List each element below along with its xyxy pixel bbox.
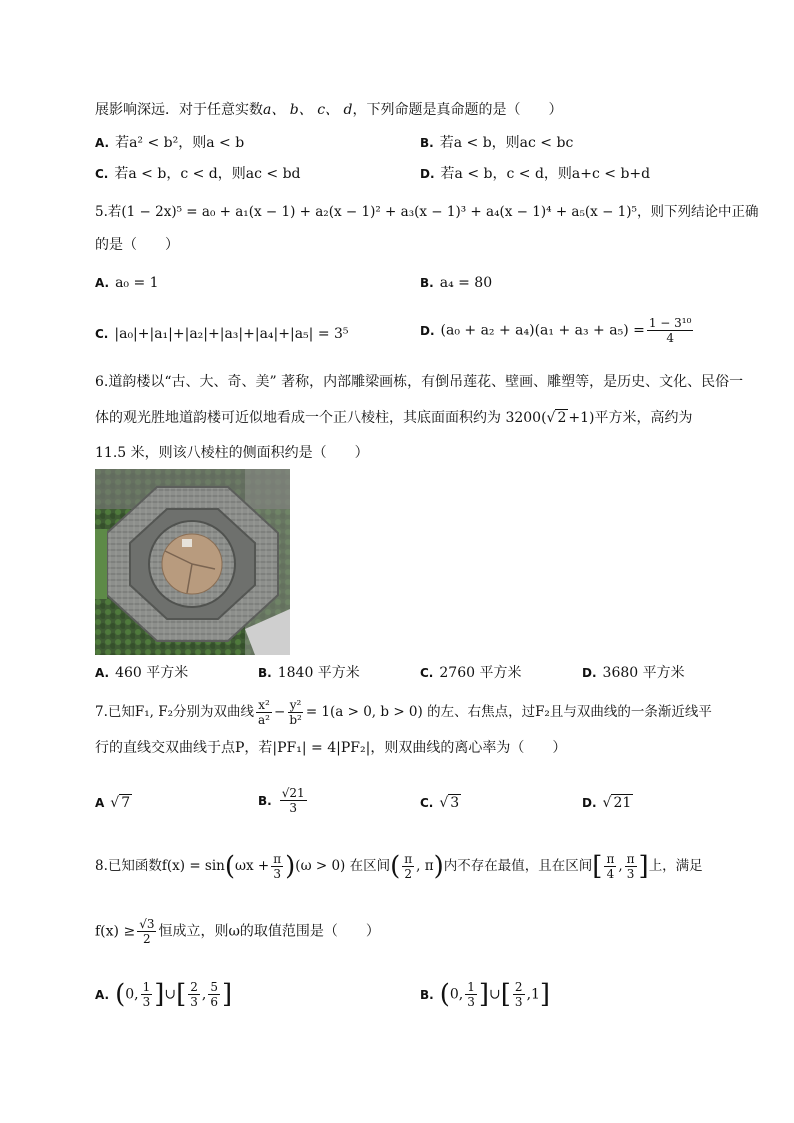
fraction (271, 852, 283, 881)
q5-option-c[interactable] (95, 324, 349, 344)
fraction-denominator: 4 (666, 331, 674, 345)
fraction-denominator: 2 (404, 867, 413, 881)
text-segment: 8.已知函数f(x) = sin (95, 858, 225, 874)
radicand: 21 (613, 795, 632, 811)
stem-vars: a、 b、 c、 d (263, 102, 353, 118)
fraction-numerator: π (404, 852, 413, 866)
option-text: 2760 平方米 (439, 665, 522, 681)
option-label: B. (420, 987, 434, 1002)
q5-option-d[interactable] (420, 316, 695, 345)
text-segment: 恒成立，则ω的取值范围是（ ） (158, 923, 380, 940)
fraction (647, 316, 694, 345)
q6-option-c[interactable] (420, 663, 521, 683)
q6-option-d[interactable] (582, 663, 685, 683)
fraction-denominator: 3 (467, 995, 475, 1009)
question-5-stem: 5.若(1 − 2x)⁵ = a₀ + a₁(x − 1) + a₂(x − 1)² + a₃(x − 1)³ + a₄(x − 1)⁴ + a₅(x − 1)⁵，则下列结论中正确 (95, 204, 759, 220)
text-segment: , π (416, 858, 434, 874)
option-text: 若a < b，则ac < bc (439, 135, 574, 151)
fraction (625, 852, 637, 881)
fraction-numerator: y² (289, 698, 302, 712)
option-label: A. (95, 987, 110, 1002)
question-6-line2: 体的观光胜地道韵楼可近似地看成一个正八棱柱，其底面面积约为 3200(√ 2 +1)平方米，高约为 (95, 410, 693, 426)
paren-close: ) (433, 851, 444, 882)
fraction (256, 698, 272, 727)
bracket-open: [ (500, 979, 511, 1010)
fraction (188, 980, 200, 1009)
paren-open: ( (224, 851, 236, 882)
fraction-denominator: 3 (190, 995, 198, 1009)
paren-close: ) (285, 851, 296, 882)
fraction (208, 980, 220, 1009)
q6-option-a[interactable] (95, 663, 188, 683)
text-segment: ωx + (235, 858, 270, 874)
fraction-denominator: a² (258, 713, 270, 727)
option-text: 若a² < b²，则a < b (115, 135, 245, 151)
fraction-numerator: √21 (281, 786, 305, 800)
option-text: a₀ = 1 (115, 275, 159, 291)
option-label: A. (95, 666, 110, 680)
radicand: 2 (557, 410, 567, 426)
option-label: B. (420, 276, 434, 290)
bracket-close: ] (222, 979, 233, 1010)
option-text: |a₀|+|a₁|+|a₂|+|a₃|+|a₄|+|a₅| = 3⁵ (114, 326, 349, 342)
fraction (513, 980, 525, 1009)
option-label: D. (582, 666, 597, 680)
bracket-close: ] (478, 979, 490, 1010)
fraction-denominator: 3 (514, 995, 523, 1009)
fraction (280, 786, 307, 815)
fraction (604, 852, 616, 881)
q4-option-c[interactable] (95, 164, 301, 184)
option-label: A. (95, 276, 110, 290)
q5-option-a[interactable] (95, 273, 159, 293)
text-segment: 体的观光胜地道韵楼可近似地看成一个正八棱柱，其底面面积约为 3200( (95, 410, 547, 426)
question-8-line2 (95, 917, 380, 946)
option-text: 若a < b，c < d，则ac < bd (114, 166, 301, 182)
option-text: 1840 平方米 (277, 665, 360, 681)
option-text: a₄ = 80 (439, 275, 493, 291)
fraction-numerator: 1 (467, 980, 475, 994)
fraction-numerator: √3 (139, 917, 155, 931)
fraction-numerator: 2 (190, 980, 198, 994)
radicand: 3 (450, 795, 460, 811)
q6-option-b[interactable] (258, 663, 360, 683)
fraction (141, 980, 153, 1009)
daoyun-building-photo (95, 469, 290, 655)
q4-option-b[interactable] (420, 133, 573, 153)
paren-open: ( (115, 979, 126, 1010)
fraction (465, 980, 477, 1009)
bracket-open: [ (592, 851, 603, 882)
option-text: 3680 平方米 (602, 665, 685, 681)
option-label: C. (420, 666, 434, 680)
paren-open: ( (390, 851, 401, 882)
q7-option-d[interactable]: D. √ 21 (582, 795, 632, 811)
q4-option-a[interactable] (95, 133, 244, 153)
q7-option-c[interactable]: C. √ 3 (420, 795, 460, 811)
question-7-line1: 7.已知F₁, F₂分别为双曲线 $\frac{\text{x²}}{\text{a²}}$ − $\frac{\text{y²}}{\text{b²}}$ = 1(a > 0, b > 0) 的左、右焦点，过F₂且与双曲线的一条渐近线平 (95, 698, 712, 727)
fraction (137, 917, 156, 946)
text-segment: (ω > 0) 在区间 (295, 858, 391, 874)
option-text: 若a < b，c < d，则a+c < b+d (440, 166, 651, 182)
paren-open: ( (439, 979, 450, 1010)
option-label: C. (95, 167, 109, 181)
text-segment: +1)平方米，高约为 (568, 410, 693, 426)
fraction-numerator: 1 (142, 980, 151, 994)
fraction (402, 852, 414, 881)
fraction-numerator: π (626, 852, 635, 866)
option-label: A. (95, 136, 110, 150)
fraction-denominator: 3 (273, 867, 282, 881)
q8-option-a[interactable]: A. (0, $\frac{1}{3}$ ]∪[ $\frac{2}{3}$ , $\frac{5}{6}$ ] (95, 979, 233, 1010)
question-5-stem-cont: 的是（ ） (95, 237, 179, 253)
fraction-denominator: 3 (142, 995, 151, 1009)
question-6-line3: 11.5 米，则该八棱柱的侧面积约是（ ） (95, 445, 369, 461)
fraction (287, 698, 304, 727)
fraction-denominator: 3 (626, 867, 635, 881)
q4-option-d[interactable] (420, 164, 650, 184)
question-7-line2: 行的直线交双曲线于点P，若|PF₁| = 4|PF₂|，则双曲线的离心率为（ ） (95, 740, 567, 756)
fraction-numerator: π (606, 852, 615, 866)
q7-option-a[interactable]: A √ 7 (95, 795, 131, 811)
text-segment: 上，满足 (648, 858, 703, 874)
bracket-close: ] (539, 979, 551, 1010)
option-label: B. (258, 793, 272, 808)
question-8-line1: 8.已知函数f(x) = sin(ωx + $\frac{\pi}{3}$ )(ω > 0) 在区间( $\frac{\pi}{2}$ , π)内不存在最值，且在区间[ $\frac{\pi}{4}$ , $\frac{\pi}{3}$ ]上，满足 (95, 851, 703, 882)
question-4-stem (95, 100, 562, 120)
bracket-open: [ (176, 979, 187, 1010)
option-text: (a₀ + a₂ + a₄)(a₁ + a₃ + a₅) = (440, 322, 645, 339)
q8-option-b[interactable]: B. (0, $\frac{1}{3}$ ]∪[ $\frac{2}{3}$ ,1] (420, 979, 551, 1010)
fraction-denominator: 2 (143, 932, 151, 946)
option-label: C. (420, 796, 434, 810)
bracket-close: ] (154, 979, 165, 1010)
question-6-line1: 6.道韵楼以“古、大、奇、美” 著称，内部雕梁画栋，有倒吊莲花、壁画、雕塑等，是历史、文化、民俗一 (95, 374, 744, 390)
option-label: D. (582, 796, 597, 810)
radicand: 7 (121, 795, 131, 811)
q7-option-b[interactable] (258, 786, 309, 815)
text-segment: 7.已知F₁, F₂分别为双曲线 (95, 704, 255, 720)
fraction-numerator: 1 − 3¹⁰ (648, 316, 692, 330)
q5-option-b[interactable] (420, 273, 492, 293)
text-segment: 内不存在最值，且在区间 (443, 858, 593, 874)
text-segment: = 1(a > 0, b > 0) 的左、右焦点，过F₂且与双曲线的一条渐近线平 (305, 704, 712, 720)
fraction-denominator: 6 (210, 995, 219, 1009)
fraction-numerator: π (273, 852, 282, 866)
fraction-numerator: 5 (210, 980, 219, 994)
fraction-denominator: b² (289, 713, 302, 727)
option-label: D. (420, 323, 435, 338)
fraction-denominator: 4 (606, 867, 615, 881)
option-label: B. (420, 136, 434, 150)
option-text: 460 平方米 (115, 665, 189, 681)
option-label: A (95, 796, 105, 810)
text-segment: f(x) ≥ (95, 923, 136, 940)
stem-suffix: ，下列命题是真命题的是（ ） (352, 102, 563, 118)
building-aerial-image (95, 469, 290, 655)
bracket-close: ] (638, 851, 649, 882)
option-label: D. (420, 167, 435, 181)
fraction-numerator: 2 (514, 980, 523, 994)
option-label: C. (95, 327, 109, 341)
stem-prefix: 展影响深远．对于任意实数 (95, 102, 263, 118)
option-label: B. (258, 666, 272, 680)
fraction-numerator: x² (258, 698, 270, 712)
fraction-denominator: 3 (289, 801, 297, 815)
